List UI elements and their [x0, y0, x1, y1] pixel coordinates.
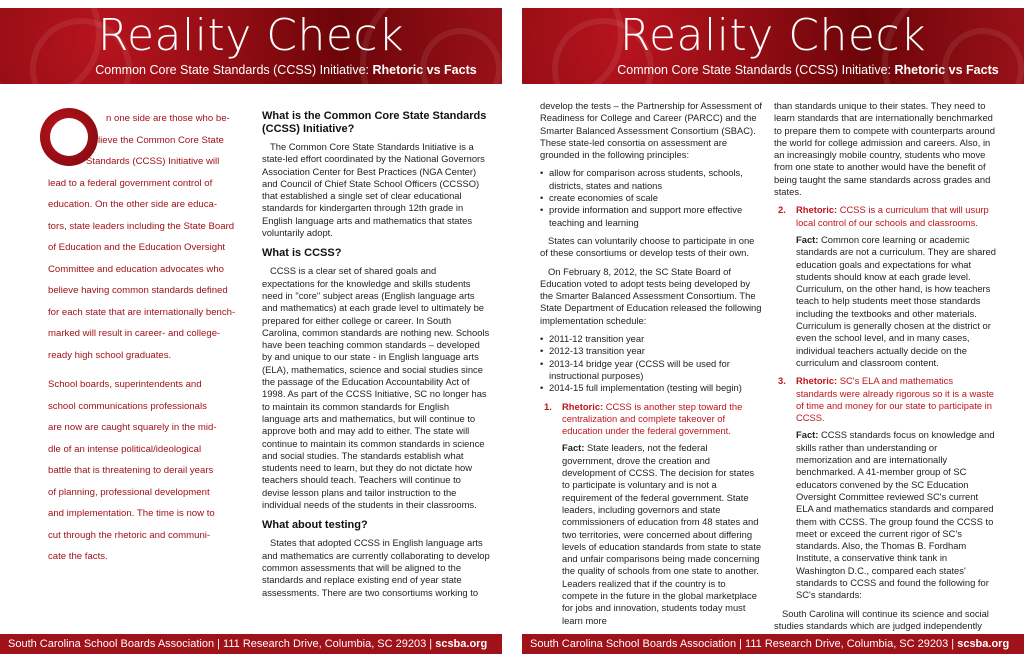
intro-paragraph-2: School boards, superintendents and school communications professionals are now are caught squarely in the mid- dle of an intense political/ideological battle that is threatening to derail years of planning, professional development and implementation. The time is now to cut through the rhetoric and communi- cate the facts.: [48, 379, 217, 562]
paragraph: States can voluntarily choose to participate in one of these consortiums or develop tests of their own.: [540, 234, 755, 259]
rhetoric-item-3: [774, 375, 996, 601]
rhetoric-statement: Rhetoric: CCSS is a curriculum that will usurp local control of our schools and classrooms.: [796, 204, 989, 228]
footer-text: South Carolina School Boards Association | 111 Research Drive, Columbia, SC 29203 |: [8, 638, 436, 650]
paragraph: The Common Core State Standards Initiative is a state-led effort coordinated by the National Governors Association Center for Best Practices (NGA Center) and Council of Chief State School Officers (CCSSO) that established a single set of clear educational standards for kindergarten through 12th grade in English language arts and mathematics that states voluntarily adopt.: [262, 141, 485, 239]
item-number: 2.: [778, 204, 786, 216]
list-item: • 2014-15 full implementation (testing will begin): [540, 382, 762, 394]
list-item: • 2013-14 bridge year (CCSS will be used for instructional purposes): [540, 358, 762, 383]
intro-text: [48, 108, 246, 576]
paragraph: CCSS is a clear set of shared goals and expectations for the knowledge and skills students need in "core" subject areas (English language arts and mathematics) at each grade level to ultimately be prepared for either college or career. In South Carolina, common standards are nothing new. Schools have been teaching common standards – developed by and unique to our state - in English language arts (ELA), mathematics, science and social studies since the passage of the Education Accountability Act of 1998. As part of the CCSS Initiative, SC no longer has to maintain its common standards for English language arts and mathematics, but will continue to approve both and may add to either. The state will continue to maintain its common standards in science and social studies. The standards establish what students need to learn, but they do not dictate how teachers should teach. Teachers will continue to devise lesson plans and tailor instruction to the individual needs of the students in their classrooms.: [262, 265, 490, 511]
paragraph: develop the tests – the Partnership for Assessment of Readiness for College and Career (PARCC) and the Smarter Balanced Assessment Consortium (SBAC). These state-led consortia on assessment are grounded in the following principles:: [540, 100, 762, 161]
list-item: • 2011-12 transition year: [540, 333, 762, 345]
rhetoric-item-1: [540, 401, 762, 627]
left-column-2: [262, 110, 490, 605]
right-page: [522, 0, 1024, 662]
rhetoric-item-2: [774, 204, 996, 369]
paragraph: South Carolina will continue its science and social studies standards which are judged independently: [774, 607, 989, 631]
banner-title: Reality Check: [97, 10, 405, 61]
heading-what-is-ccss: What is CCSS?: [262, 247, 342, 260]
item-number: 3.: [778, 375, 786, 387]
rhetoric-statement: Rhetoric: SC's ELA and mathematics standards were already rigorous so it is a waste of time and money for our state to participate in CCSS.: [796, 375, 995, 424]
rhetoric-list-1: [540, 401, 762, 627]
banner-title: Reality Check: [619, 10, 927, 61]
heading-testing: What about testing?: [262, 519, 368, 532]
paragraph: States that adopted CCSS in English language arts and mathematics are currently collaborating to develop common assessments that will be aligned to the standards and replace existing end of year state assessments. There are two consortiums working to: [262, 537, 490, 598]
fact-statement: Fact: State leaders, not the federal government, drove the creation and development of CCSS. The decision for states to participate is voluntary and is not a requirement of the federal government. State leaders, including governors and state commissioners of education from 48 states and two territories, were concerned about differing levels of education standards from state to state and unfair comparisons being made concerning the quality of schools from one state to another. Leaders realized that if the country is to compete in the future in the global marketplace for jobs and innovation, students today must learn more: [562, 442, 762, 626]
principles-list: [540, 167, 762, 228]
fact-statement: Fact: Common core learning or academic standards are not a curriculum. They are shared education goals and expectations for what students should know at each grade level. Curriculum, on the other hand, is how teachers teach to help students meet those standards including the textbooks and other materials. Curriculum is generally chosen at the district or even the school level, and in many cases, individual teachers actually decide on the curriculum and classroom content.: [796, 233, 996, 368]
left-page: [0, 0, 502, 662]
footer-bar: [522, 634, 1024, 654]
list-item: • create economies of scale: [540, 192, 762, 204]
paragraph: than standards unique to their states. They need to learn standards that are internationally benchmarked to prepare them to compete with counterparts around the world for college admission and careers. Also, in an increasingly mobile country, students who move from one state to another would have the benefit of being taught the same standards across grades and states.: [774, 100, 995, 198]
footer-link[interactable]: scsba.org: [435, 638, 488, 650]
rhetoric-statement: Rhetoric: CCSS is another step toward the centralization and complete takeover of education under the federal government.: [562, 400, 743, 437]
footer-link[interactable]: scsba.org: [957, 638, 1010, 650]
heading-what-is-initiative: What is the Common Core State Standards (CCSS) Initiative?: [262, 110, 487, 135]
footer-bar: [0, 634, 502, 654]
paragraph: On February 8, 2012, the SC State Board of Education voted to adopt tests being developed by the Smarter Balanced Assessment Consortium. The State Department of Education released the following implementation schedule:: [540, 265, 762, 326]
list-item: • allow for comparison across students, schools, districts, states and nations: [540, 167, 762, 192]
right-column-1: [540, 100, 762, 633]
schedule-list: [540, 333, 762, 394]
right-column-2: [774, 100, 996, 638]
list-item: • 2012-13 transition year: [540, 345, 762, 357]
header-banner: [0, 8, 502, 84]
page-gutter: [502, 0, 522, 662]
item-number: 1.: [544, 400, 552, 412]
fact-statement: Fact: CCSS standards focus on knowledge and skills rather than understanding or memorization and are internationally benchmarked. A 41-member group of SC educators convened by the SC Education Oversight Committee reviewed SC's current ELA and mathematics standards and compared them with CCSS. The group found the CCSS to meet or exceed the current rigor of SC's standards. Also, the Thomas B. Fordham Institute, a conservative think tank in Washington D.C., compared each states' standards to CCSS and found the following for SC's standards:: [796, 429, 995, 601]
header-banner: [522, 8, 1024, 84]
banner-subtitle: Common Core State Standards (CCSS) Initiative: Rhetoric vs Facts: [617, 63, 999, 77]
list-item: • provide information and support more effective teaching and learning: [540, 204, 762, 229]
rhetoric-list-2: [774, 204, 996, 601]
banner-subtitle: Common Core State Standards (CCSS) Initiative: Rhetoric vs Facts: [95, 63, 477, 77]
footer-text: South Carolina School Boards Association | 111 Research Drive, Columbia, SC 29203 |: [530, 638, 958, 650]
intro-paragraph-1: n one side are those who be- lieve the Common Core State Standards (CCSS) Initiative will lead to a federal government control of education. On the other side are educa- tors, state leaders including the State Board of Education and the Education Oversight Committee and education advocates who believe having common standards defined for each state that are internationally bench- marked will result in career- and college- ready high school graduates.: [48, 113, 236, 361]
